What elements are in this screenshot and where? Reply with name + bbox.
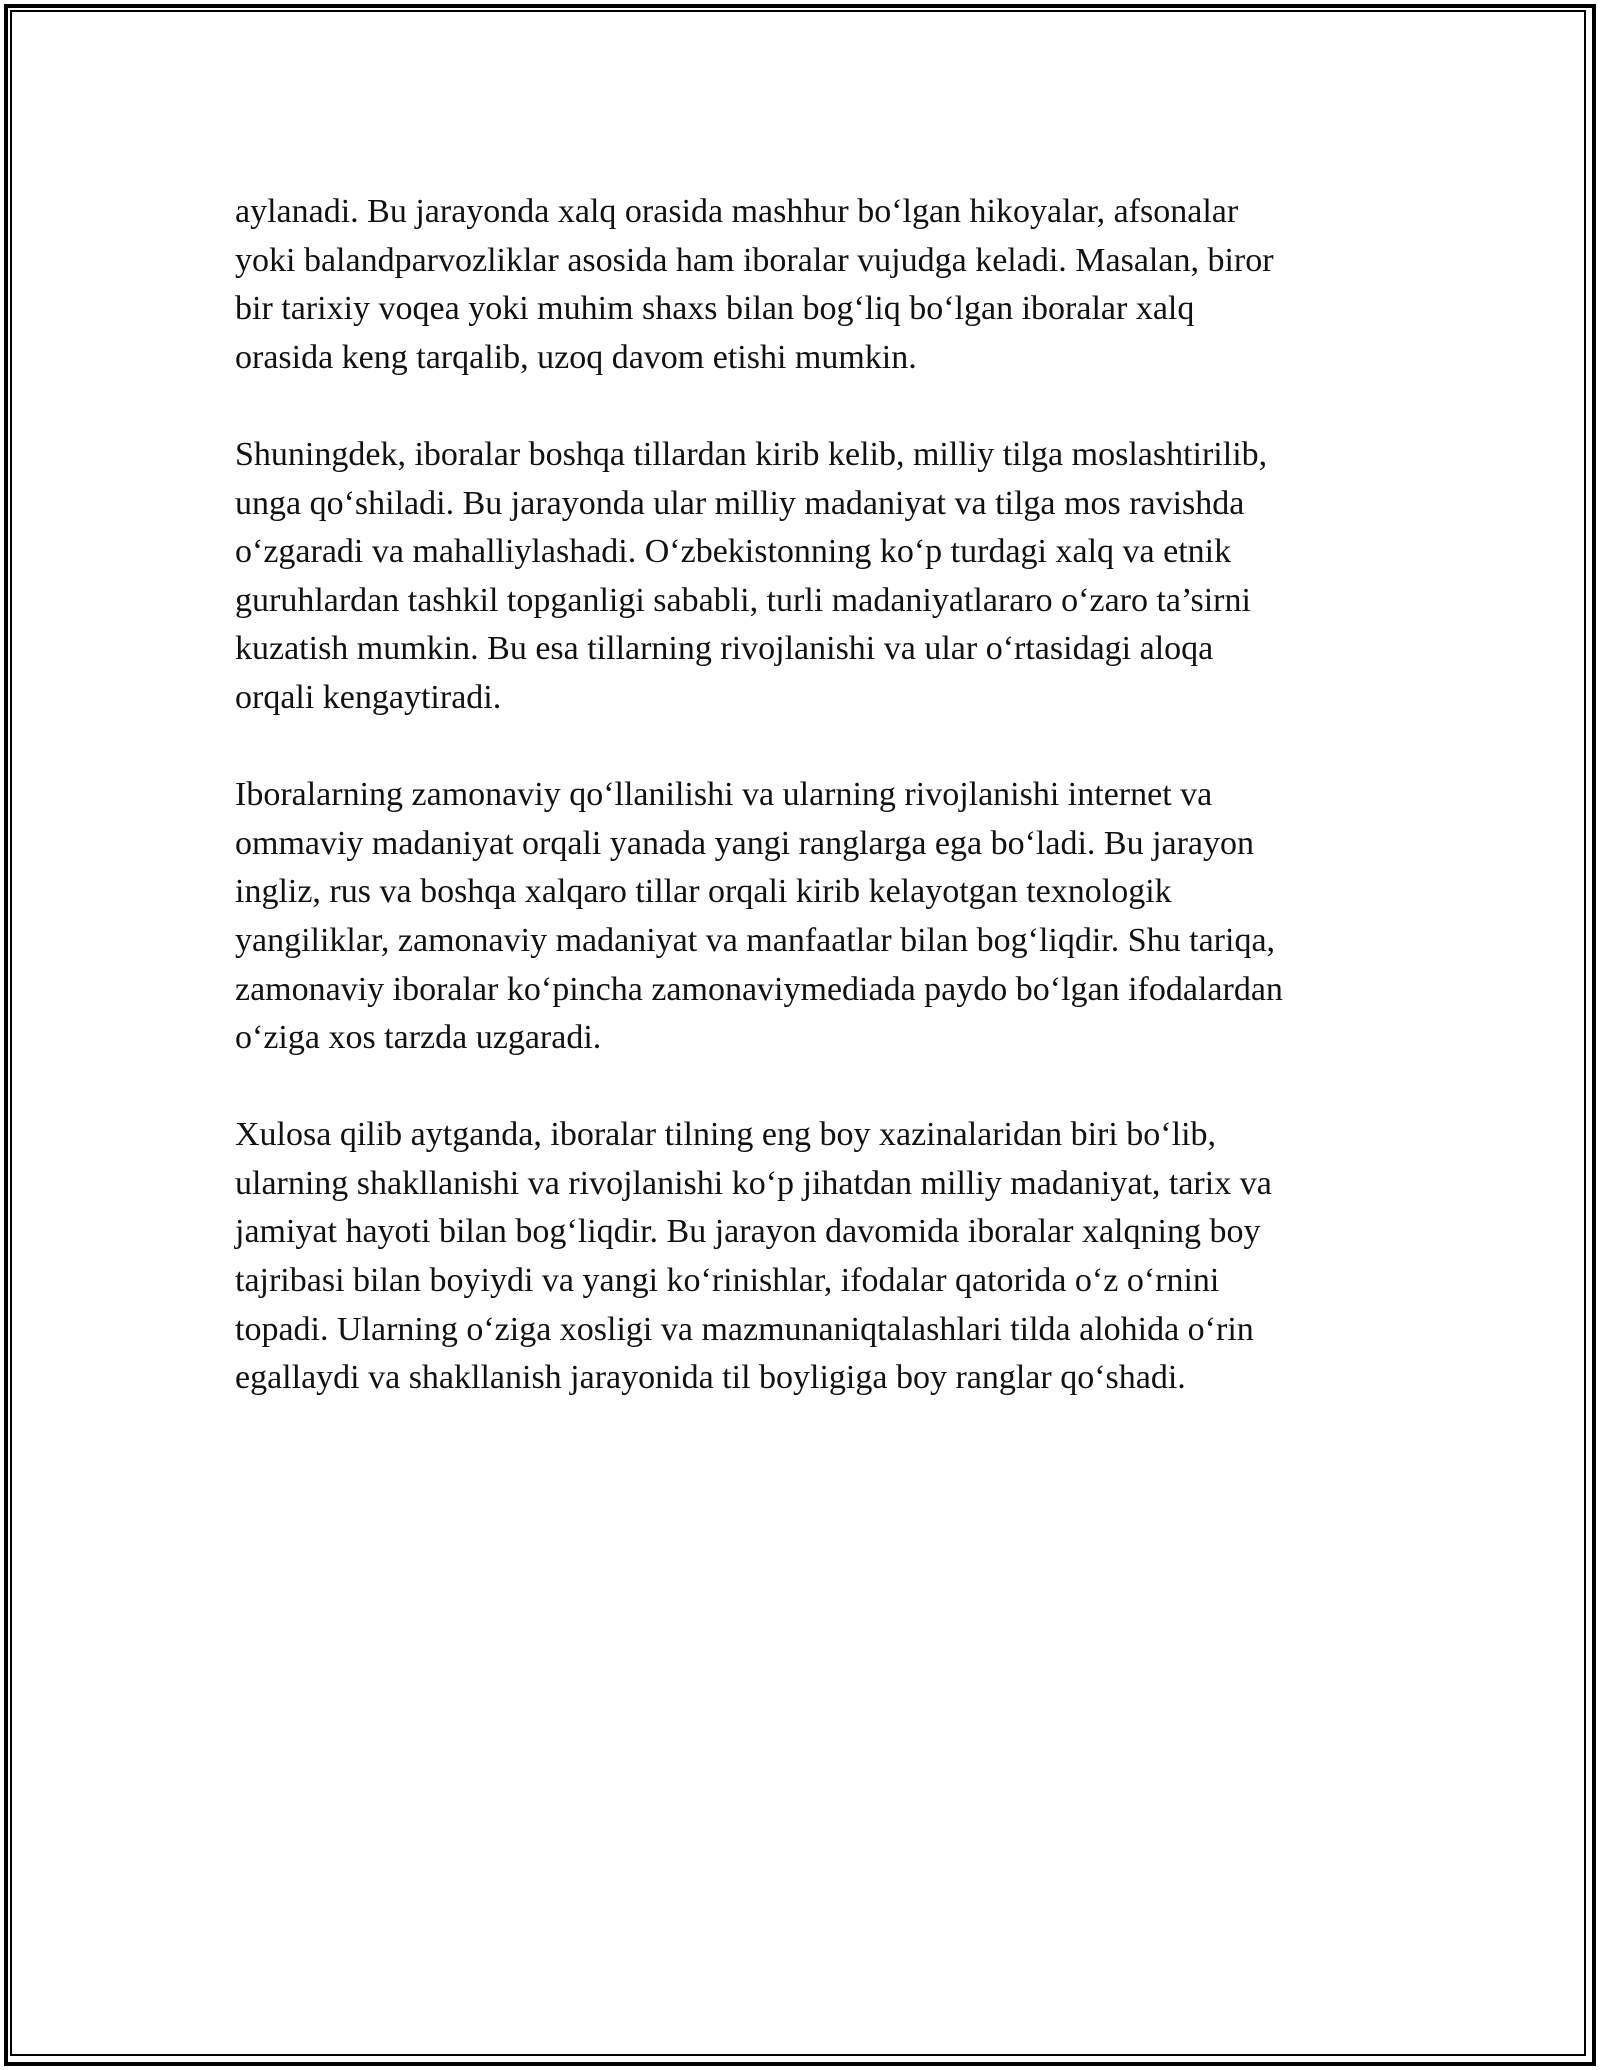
text-line: ingliz, rus va boshqa xalqaro tillar orqali kirib kelayotgan texnologik [235, 873, 1172, 911]
text-line: yoki balandparvozliklar asosida ham iboralar vujudga keladi. Masalan, biror [235, 241, 1274, 279]
text-line: ularning shakllanishi va rivojlanishi ko‘p jihatdan milliy madaniyat, tarix va [235, 1164, 1272, 1202]
text-line: bir tarixiy voqea yoki muhim shaxs bilan bog‘liq bo‘lgan iboralar xalq [235, 290, 1195, 328]
text-line: Xulosa qilib aytganda, iboralar tilning eng boy xazinalaridan biri bo‘lib, [235, 1116, 1217, 1154]
text-line: egallaydi va shakllanish jarayonida til boyligiga boy ranglar qo‘shadi. [235, 1359, 1186, 1397]
text-line: kuzatish mumkin. Bu esa tillarning rivojlanishi va ular o‘rtasidagi aloqa [235, 630, 1214, 668]
text-line: orasida keng tarqalib, uzoq davom etishi mumkin. [235, 338, 917, 376]
text-line: o‘ziga xos tarzda uzgaradi. [235, 1019, 602, 1057]
paragraph-1 [235, 188, 1375, 382]
text-line: jamiyat hayoti bilan bog‘liqdir. Bu jarayon davomida iboralar xalqning boy [235, 1213, 1261, 1251]
text-line: guruhlardan tashkil topganligi sababli, turli madaniyatlararo o‘zaro ta’sirni [235, 581, 1251, 619]
text-line: zamonaviy iboralar ko‘pincha zamonaviymediada paydo bo‘lgan ifodalardan [235, 970, 1283, 1008]
text-line: aylanadi. Bu jarayonda xalq orasida mashhur bo‘lgan hikoyalar, afsonalar [235, 193, 1239, 230]
paragraph-4 [235, 1111, 1375, 1403]
text-line: yangiliklar, zamonaviy madaniyat va manfaatlar bilan bog‘liqdir. Shu tariqa, [235, 921, 1276, 959]
text-line: tajribasi bilan boyiydi va yangi ko‘rinishlar, ifodalar qatorida o‘z o‘rnini [235, 1262, 1220, 1300]
text-line: ommaviy madaniyat orqali yanada yangi ranglarga ega bo‘ladi. Bu jarayon [235, 824, 1255, 862]
paragraph-2 [235, 431, 1375, 723]
text-line: o‘zgaradi va mahalliylashadi. O‘zbekistonning ko‘p turdagi xalq va etnik [235, 533, 1232, 571]
document-body [235, 188, 1375, 1451]
text-line: Shuningdek, iboralar boshqa tillardan kirib kelib, milliy tilga moslashtirilib, [235, 435, 1268, 473]
text-line: Iboralarning zamonaviy qo‘llanilishi va ularning rivojlanishi internet va [235, 776, 1213, 814]
text-line: unga qo‘shiladi. Bu jarayonda ular milliy madaniyat va tilga mos ravishda [235, 484, 1245, 522]
paragraph-3 [235, 771, 1375, 1063]
text-line: orqali kengaytiradi. [235, 678, 502, 716]
text-line: topadi. Ularning o‘ziga xosligi va mazmunaniqtalashlari tilda alohida o‘rin [235, 1310, 1254, 1348]
